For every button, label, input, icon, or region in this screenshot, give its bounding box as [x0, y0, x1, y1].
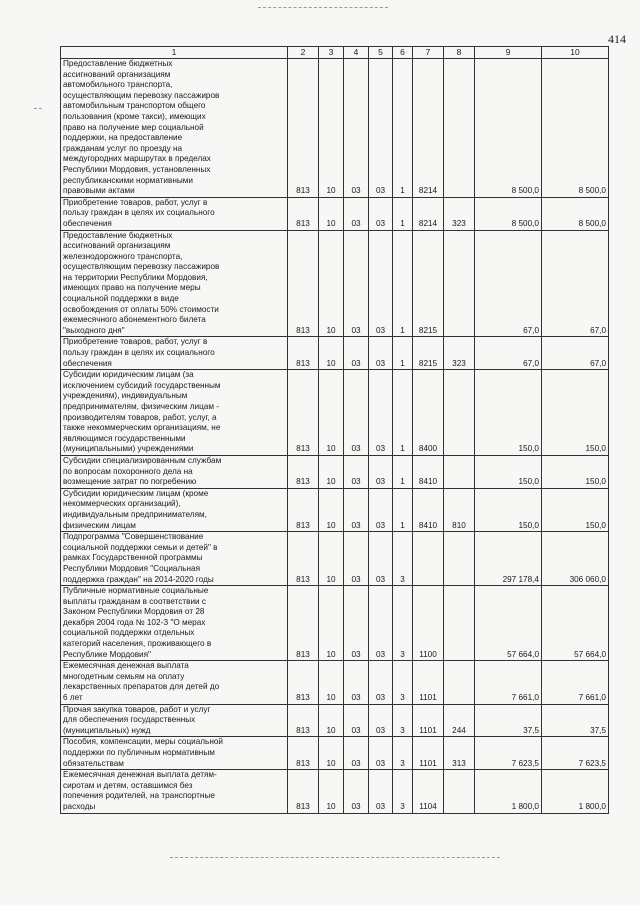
cell-c7: 1101 [413, 661, 444, 704]
cell-c4: 03 [344, 704, 369, 737]
cell-c8 [444, 455, 475, 488]
description-line: исключением субсидий государственным [63, 380, 221, 390]
description-line: автомобильным транспортом общего [63, 101, 206, 111]
cell-c7: 8214 [413, 197, 444, 230]
description-line: являющимся государственными [63, 433, 186, 443]
cell-c2: 813 [288, 770, 319, 813]
description-line: на территории Республики Мордовия, [63, 272, 208, 282]
table-body [61, 59, 609, 814]
description-line: рамках Государственной программы [63, 553, 203, 563]
description-line: предпринимателям, физическим лицам - [63, 402, 219, 411]
description-line: обеспечения [63, 218, 112, 228]
scan-artifact-left [34, 108, 42, 109]
description-line: Подпрограмма "Совершенствование [63, 532, 204, 542]
cell-c9: 150,0 [475, 455, 542, 488]
cell-c8 [444, 370, 475, 456]
cell-c8: 244 [444, 704, 475, 737]
cell-c4: 03 [344, 455, 369, 488]
cell-c7: 8214 [413, 59, 444, 198]
cell-c5: 03 [369, 586, 393, 661]
description-line: по вопросам похоронного дела на [63, 466, 193, 476]
description-line: возмещение затрат по погребению [63, 477, 197, 487]
cell-c8: 313 [444, 737, 475, 770]
cell-c2: 813 [288, 230, 319, 337]
cell-c8 [444, 59, 475, 198]
cell-c8: 810 [444, 488, 475, 531]
table-row [61, 455, 609, 488]
cell-c7: 1100 [413, 586, 444, 661]
row-description [61, 586, 288, 661]
cell-c6: 1 [393, 59, 413, 198]
description-line: попечения родителей, на транспортные [63, 791, 215, 801]
cell-c2: 813 [288, 586, 319, 661]
cell-c6: 3 [393, 532, 413, 586]
description-line: Республики Мордовия "Социальная [63, 563, 201, 573]
description-line: ассигнований организациям [63, 241, 171, 251]
description-line: категорий населения, проживающего в [63, 639, 212, 649]
row-description [61, 197, 288, 230]
cell-c4: 03 [344, 532, 369, 586]
description-line: физическим лицам [63, 520, 136, 530]
cell-c10: 8 500,0 [542, 197, 609, 230]
cell-c9: 7 661,0 [475, 661, 542, 704]
description-line: "выходного дня" [63, 325, 125, 335]
description-line: (муниципальными) учреждениями [63, 444, 194, 454]
description-line: Субсидии юридическим лицам (за [63, 370, 194, 380]
cell-c6: 1 [393, 337, 413, 370]
description-line: социальной поддержки в виде [63, 294, 179, 304]
cell-c5: 03 [369, 337, 393, 370]
cell-c3: 10 [319, 770, 344, 813]
description-line: Ежемесячная денежная выплата [63, 661, 189, 671]
table-row [61, 370, 609, 456]
row-description [61, 370, 288, 456]
cell-c9: 7 623,5 [475, 737, 542, 770]
col-header: 2 [288, 47, 319, 59]
cell-c6: 3 [393, 661, 413, 704]
cell-c6: 1 [393, 230, 413, 337]
cell-c5: 03 [369, 532, 393, 586]
cell-c7: 8410 [413, 455, 444, 488]
description-line: также некоммерческим организациям, не [63, 423, 221, 433]
description-line: осуществляющим перевозку пассажиров [63, 262, 220, 272]
cell-c6: 3 [393, 586, 413, 661]
cell-c2: 813 [288, 737, 319, 770]
description-line: учреждениям), индивидуальным [63, 391, 188, 401]
description-line: 6 лет [63, 693, 83, 703]
description-line: правовыми актами [63, 186, 135, 196]
row-description [61, 704, 288, 737]
table-row [61, 770, 609, 813]
description-line: ежемесячного абонементного билета [63, 315, 206, 325]
cell-c5: 03 [369, 197, 393, 230]
description-line: социальной поддержки семьи и детей" в [63, 542, 218, 552]
row-description [61, 661, 288, 704]
cell-c4: 03 [344, 770, 369, 813]
cell-c10: 1 800,0 [542, 770, 609, 813]
cell-c2: 813 [288, 59, 319, 198]
col-header: 3 [319, 47, 344, 59]
cell-c7: 8400 [413, 370, 444, 456]
row-description [61, 230, 288, 337]
description-line: социальной поддержки отдельных [63, 628, 195, 638]
description-line: Ежемесячная денежная выплата детям- [63, 770, 217, 780]
cell-c10: 67,0 [542, 230, 609, 337]
description-line: автомобильного транспорта, [63, 80, 173, 90]
cell-c10: 150,0 [542, 455, 609, 488]
description-line: ассигнований организациям [63, 69, 171, 79]
cell-c3: 10 [319, 661, 344, 704]
col-header: 6 [393, 47, 413, 59]
cell-c3: 10 [319, 737, 344, 770]
cell-c2: 813 [288, 455, 319, 488]
cell-c3: 10 [319, 370, 344, 456]
cell-c5: 03 [369, 455, 393, 488]
cell-c10: 8 500,0 [542, 59, 609, 198]
description-line: Приобретение товаров, работ, услуг в [63, 337, 208, 347]
cell-c7: 8215 [413, 230, 444, 337]
col-header: 5 [369, 47, 393, 59]
description-line: многодетным семьям на оплату [63, 671, 185, 681]
cell-c6: 1 [393, 455, 413, 488]
cell-c9: 57 664,0 [475, 586, 542, 661]
table-row [61, 488, 609, 531]
description-line: пользу граждан в целях их социального [63, 348, 215, 358]
cell-c5: 03 [369, 370, 393, 456]
cell-c8 [444, 586, 475, 661]
cell-c10: 150,0 [542, 488, 609, 531]
cell-c7: 8215 [413, 337, 444, 370]
cell-c8: 323 [444, 197, 475, 230]
cell-c4: 03 [344, 586, 369, 661]
description-line: Предоставление бюджетных [63, 59, 173, 68]
scan-artifact-bottom [170, 857, 500, 858]
cell-c6: 1 [393, 197, 413, 230]
cell-c10: 37,5 [542, 704, 609, 737]
cell-c5: 03 [369, 230, 393, 337]
description-line: Публичные нормативные социальные [63, 586, 209, 596]
cell-c4: 03 [344, 59, 369, 198]
description-line: Приобретение товаров, работ, услуг в [63, 197, 208, 207]
cell-c3: 10 [319, 337, 344, 370]
cell-c9: 150,0 [475, 488, 542, 531]
row-description [61, 488, 288, 531]
cell-c8 [444, 661, 475, 704]
cell-c9: 297 178,4 [475, 532, 542, 586]
cell-c9: 1 800,0 [475, 770, 542, 813]
cell-c9: 150,0 [475, 370, 542, 456]
cell-c2: 813 [288, 197, 319, 230]
table-row [61, 586, 609, 661]
table-row [61, 661, 609, 704]
table-row [61, 59, 609, 198]
description-line: обязательствам [63, 758, 124, 768]
description-line: Субсидии специализированным службам [63, 455, 222, 465]
cell-c6: 3 [393, 737, 413, 770]
description-line: поддержки, на предоставление [63, 133, 183, 143]
cell-c10: 7 623,5 [542, 737, 609, 770]
cell-c8 [444, 532, 475, 586]
cell-c10: 57 664,0 [542, 586, 609, 661]
cell-c2: 813 [288, 661, 319, 704]
cell-c7: 1101 [413, 704, 444, 737]
description-line: выплаты гражданам в соответствии с [63, 596, 207, 606]
description-line: освобождения от оплаты 50% стоимости [63, 304, 219, 314]
col-header: 1 [61, 47, 288, 59]
cell-c4: 03 [344, 197, 369, 230]
description-line: Законом Республики Мордовия от 28 [63, 607, 205, 617]
cell-c10: 306 060,0 [542, 532, 609, 586]
cell-c2: 813 [288, 704, 319, 737]
row-description [61, 337, 288, 370]
cell-c4: 03 [344, 230, 369, 337]
table-row [61, 197, 609, 230]
cell-c8 [444, 230, 475, 337]
description-line: лекарственных препаратов для детей до [63, 682, 220, 692]
cell-c6: 3 [393, 704, 413, 737]
table-row [61, 704, 609, 737]
cell-c3: 10 [319, 586, 344, 661]
table-row [61, 337, 609, 370]
description-line: Республики Мордовия, установленных [63, 164, 211, 174]
header-row [61, 47, 609, 59]
description-line: производителям товаров, работ, услуг, а [63, 412, 217, 422]
cell-c9: 37,5 [475, 704, 542, 737]
cell-c6: 1 [393, 370, 413, 456]
cell-c5: 03 [369, 704, 393, 737]
table-row [61, 532, 609, 586]
cell-c9: 67,0 [475, 337, 542, 370]
cell-c9: 8 500,0 [475, 59, 542, 198]
description-line: обеспечения [63, 358, 112, 368]
col-header: 4 [344, 47, 369, 59]
cell-c6: 3 [393, 770, 413, 813]
description-line: (муниципальных) нужд [63, 725, 151, 735]
cell-c4: 03 [344, 488, 369, 531]
description-line: междугородних маршрутах в пределах [63, 154, 211, 164]
scan-artifact-top [258, 7, 388, 8]
cell-c2: 813 [288, 488, 319, 531]
description-line: поддержки по публичным нормативным [63, 748, 215, 757]
cell-c3: 10 [319, 230, 344, 337]
description-line: пользу граждан в целях их социального [63, 208, 215, 218]
description-line: Прочая закупка товаров, работ и услуг [63, 704, 211, 714]
row-description [61, 737, 288, 770]
cell-c5: 03 [369, 770, 393, 813]
cell-c3: 10 [319, 197, 344, 230]
budget-table [60, 46, 609, 814]
description-line: Республике Мордовия" [63, 649, 151, 659]
cell-c2: 813 [288, 337, 319, 370]
col-header: 10 [542, 47, 609, 59]
description-line: Субсидии юридическим лицам (кроме [63, 488, 209, 498]
description-line: индивидуальным предпринимателям, [63, 509, 207, 519]
description-line: право на получение мер социальной [63, 122, 204, 132]
cell-c9: 8 500,0 [475, 197, 542, 230]
cell-c7: 8410 [413, 488, 444, 531]
description-line: некоммерческих организаций), [63, 499, 181, 509]
col-header: 8 [444, 47, 475, 59]
cell-c7: 1104 [413, 770, 444, 813]
cell-c2: 813 [288, 370, 319, 456]
cell-c4: 03 [344, 337, 369, 370]
cell-c4: 03 [344, 370, 369, 456]
description-line: пользования (кроме такси), имеющих [63, 111, 206, 121]
description-line: расходы [63, 801, 96, 811]
cell-c7 [413, 532, 444, 586]
cell-c4: 03 [344, 661, 369, 704]
description-line: декабря 2004 года № 102-З "О мерах [63, 617, 206, 627]
description-line: поддержка граждан" на 2014-2020 годы [63, 574, 214, 584]
cell-c3: 10 [319, 455, 344, 488]
cell-c5: 03 [369, 737, 393, 770]
cell-c3: 10 [319, 488, 344, 531]
description-line: гражданам услуг по проезду на [63, 143, 183, 153]
description-line: республиканскими нормативными [63, 175, 193, 185]
cell-c8 [444, 770, 475, 813]
cell-c10: 150,0 [542, 370, 609, 456]
row-description [61, 59, 288, 198]
cell-c4: 03 [344, 737, 369, 770]
cell-c9: 67,0 [475, 230, 542, 337]
description-line: Предоставление бюджетных [63, 230, 173, 240]
budget-table-container [60, 46, 608, 814]
page-number: 414 [608, 32, 626, 46]
cell-c8: 323 [444, 337, 475, 370]
table-row [61, 230, 609, 337]
description-line: железнодорожного транспорта, [63, 251, 183, 261]
row-description [61, 770, 288, 813]
cell-c5: 03 [369, 488, 393, 531]
cell-c5: 03 [369, 59, 393, 198]
cell-c10: 67,0 [542, 337, 609, 370]
cell-c3: 10 [319, 704, 344, 737]
cell-c7: 1101 [413, 737, 444, 770]
cell-c10: 7 661,0 [542, 661, 609, 704]
cell-c3: 10 [319, 532, 344, 586]
description-line: для обеспечения государственных [63, 715, 196, 725]
cell-c5: 03 [369, 661, 393, 704]
description-line: осуществляющим перевозку пассажиров [63, 90, 220, 100]
row-description [61, 532, 288, 586]
description-line: сиротам и детям, оставшимся без [63, 780, 193, 790]
cell-c2: 813 [288, 532, 319, 586]
description-line: имеющих право на получение меры [63, 283, 201, 293]
row-description [61, 455, 288, 488]
col-header: 9 [475, 47, 542, 59]
cell-c3: 10 [319, 59, 344, 198]
col-header: 7 [413, 47, 444, 59]
cell-c6: 1 [393, 488, 413, 531]
description-line: Пособия, компенсации, меры социальной [63, 737, 223, 747]
table-row [61, 737, 609, 770]
